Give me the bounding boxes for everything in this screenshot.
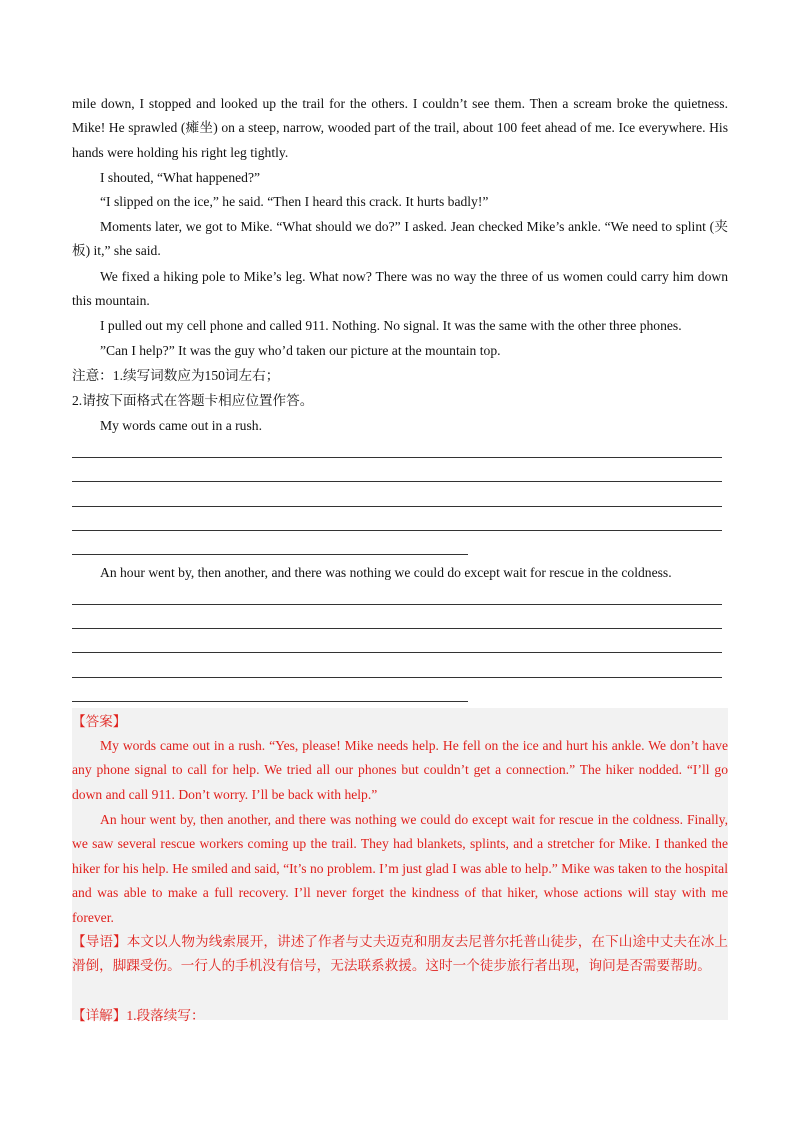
detail-section — [72, 1004, 728, 1028]
guide-section — [72, 930, 728, 979]
story-paragraph-3: “I slipped on the ice,” he said. “Then I heard this crack. It hurts badly!” — [100, 194, 489, 209]
instruction-note-1: 注意：1.续写词数应为150词左右； — [72, 368, 280, 383]
story-paragraph-1: mile down, I stopped and looked up the trail for the others. I couldn’t see them. Then a scream broke the quietness. Mike! He sprawled (瘫坐) on a steep, narrow, wooded part of the trail, about 100 feet ahead of me. Ice everywhere. His hands were holding his right leg tightly. — [72, 96, 728, 160]
writing-line — [72, 604, 722, 605]
answer-paragraph-1: My words came out in a rush. “Yes, please! Mike needs help. He fell on the ice and hurt his ankle. We don’t have any phone signal to call for help. We tried all our phones but couldn’t get a connection.” The hiker nodded. “I’ll go down and call 911. Don’t worry. I’ll be back with help.” — [72, 738, 728, 802]
writing-line — [72, 701, 468, 702]
answer-label: 【答案】 — [72, 714, 127, 729]
story-paragraph-5: We fixed a hiking pole to Mike’s leg. What now? There was no way the three of us women could carry him down this mountain. — [72, 269, 728, 309]
detail-text: 1.段落续写： — [126, 1008, 205, 1023]
writing-line — [72, 628, 722, 629]
story-paragraph-6: I pulled out my cell phone and called 911. Nothing. No signal. It was the same with the other three phones. — [100, 318, 682, 333]
guide-label: 【导语】 — [72, 934, 127, 949]
story-paragraph-4: Moments later, we got to Mike. “What should we do?” I asked. Jean checked Mike’s ankle. “We need to splint (夹板) it,” she said. — [72, 219, 728, 259]
detail-label: 【详解】 — [72, 1008, 127, 1023]
story-paragraph-2: I shouted, “What happened?” — [100, 170, 261, 185]
writing-line — [72, 481, 722, 482]
instruction-note-2: 2.请按下面格式在答题卡相应位置作答。 — [72, 393, 314, 408]
writing-line — [72, 652, 722, 653]
writing-line — [72, 530, 722, 531]
writing-line — [72, 677, 722, 678]
story-paragraph-7: ”Can I help?” It was the guy who’d taken our picture at the mountain top. — [100, 343, 501, 358]
writing-line — [72, 506, 722, 507]
writing-line — [72, 554, 468, 555]
guide-text: 本文以人物为线索展开，讲述了作者与丈夫迈克和朋友去尼普尔托普山徒步，在下山途中丈夫在冰上滑倒，脚踝受伤。一行人的手机没有信号，无法联系救援。这时一个徒步旅行者出现，询问是否需要帮助。 — [72, 934, 729, 974]
prompt-second-paragraph: An hour went by, then another, and there was nothing we could do except wait for rescue in the coldness. — [100, 565, 672, 580]
answer-section — [72, 708, 729, 1023]
writing-line — [72, 457, 722, 458]
prompt-first-paragraph: My words came out in a rush. — [100, 418, 262, 433]
answer-paragraph-2: An hour went by, then another, and there was nothing we could do except wait for rescue in the coldness. Finally, we saw several rescue workers coming up the trail. They had blankets, splints, and a stretcher for Mike. I thanked the hiker for his help. He smiled and said, “It’s no problem. I’m just glad I was able to help.” Mike was taken to the hospital and was able to make a full recovery. I’ll never forget the kindness of that hiker, whose actions will stay with me forever. — [72, 812, 728, 925]
